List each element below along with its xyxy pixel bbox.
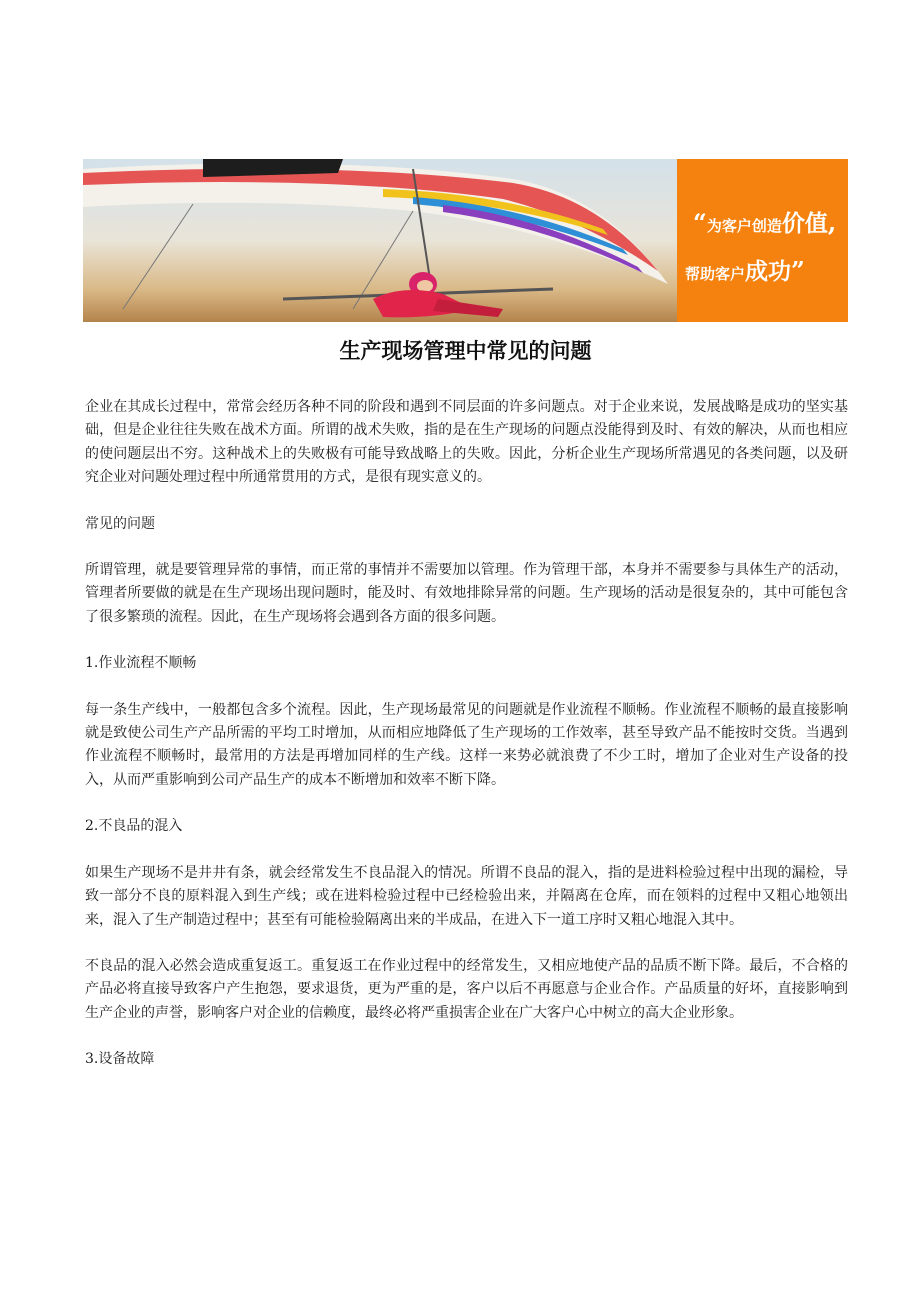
- paragraph-management: 所谓管理，就是要管理异常的事情，而正常的事情并不需要加以管理。作为管理干部，本身并不需要参与具体生产的活动，管理者所要做的就是在生产现场出现问题时，能及时、有效地排除异常的问题。生产现场的活动是很复杂的，其中可能包含了很多繁琐的流程。因此，在生产现场将会遇到各方面的很多问题。: [85, 562, 848, 625]
- slogan-line-1: “为客户创造价值,: [693, 208, 837, 237]
- header-banner: [83, 159, 848, 322]
- article-body: [85, 396, 848, 1072]
- slogan-line-1-emph: 价值: [781, 211, 828, 237]
- paragraph-intro: 企业在其成长过程中，常常会经历各种不同的阶段和遇到不同层面的许多问题点。对于企业来说，发展战略是成功的坚实基础，但是企业往往失败在战术方面。所谓的战术失败，指的是在生产现场的问题点没能得到及时、有效的解决，从而也相应的使问题层出不穷。这种战术上的失败极有可能导致战略上的失败。因此，分析企业生产现场所常遇见的各类问题，以及研究企业对问题处理过程中所通常贯用的方式，是很有现实意义的。: [85, 399, 848, 486]
- section-heading-common-problems: 常见的问题: [85, 515, 155, 532]
- slogan-line-1-prefix: 为客户创造: [706, 217, 782, 235]
- hang-glider-illustration: [83, 159, 677, 322]
- paragraph-workflow: 每一条生产线中，一般都包含多个流程。因此，生产现场最常见的问题就是作业流程不顺畅。作业流程不顺畅的最直接影响就是致使公司生产产品所需的平均工时增加，从而相应地降低了生产现场的工作效率，甚至导致产品不能按时交货。当遇到作业流程不顺畅时，最常用的方法是再增加同样的生产线。这样一来势必就浪费了不少工时，增加了企业对生产设备的投入，从而严重影响到公司产品生产的成本不断增加和效率不断下降。: [85, 701, 848, 788]
- article-title: 生产现场管理中常见的问题: [339, 339, 592, 363]
- slogan-line-2-emph: 成功: [745, 259, 792, 285]
- hang-glider-photo: [83, 159, 677, 322]
- paragraph-defects-2: 不良品的混入必然会造成重复返工。重复返工在作业过程中的经常发生，又相应地使产品的品质不断下降。最后，不合格的产品必将直接导致客户产生抱怨，要求退货，更为严重的是，客户以后不再愿意与企业合作。产品质量的好坏，直接影响到生产企业的声誉，影响客户对企业的信赖度，最终必将严重损害企业在广大客户心中树立的高大企业形象。: [85, 957, 848, 1021]
- paragraph-defects-1: 如果生产现场不是井井有条，就会经常发生不良品混入的情况。所谓不良品的混入，指的是进料检验过程中出现的漏检，导致一部分不良的原料混入到生产线；或在进料检验过程中已经检验出来，并隔离在仓库，而在领料的过程中又粗心地领出来，混入了生产制造过程中；甚至有可能检验隔离出来的半成品，在进入下一道工序时又粗心地混入其中。: [85, 864, 848, 928]
- slogan-line-2: 帮助客户成功”: [685, 256, 805, 285]
- section-heading-3: 3.设备故障: [85, 1051, 155, 1068]
- section-heading-2: 2.不良品的混入: [85, 818, 183, 835]
- section-heading-1: 1.作业流程不顺畅: [85, 655, 197, 672]
- slogan-line-2-prefix: 帮助客户: [685, 265, 746, 283]
- slogan-panel: [677, 159, 848, 322]
